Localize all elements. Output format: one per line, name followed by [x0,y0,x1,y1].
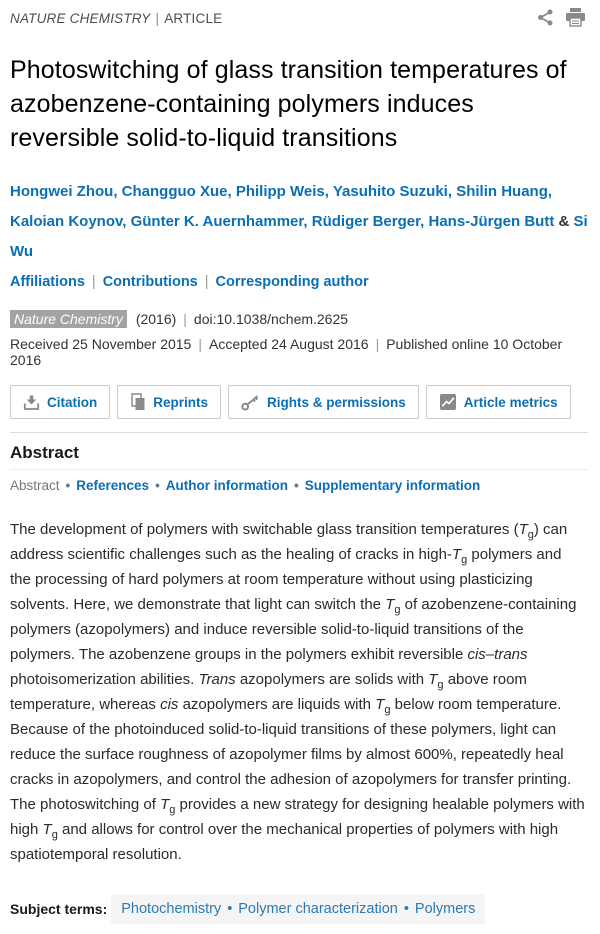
subject-terms [10,894,588,924]
reprints-button[interactable] [117,385,221,419]
author-link[interactable]: Yasuhito Suzuki [332,183,448,200]
separator: • [155,478,160,493]
subject-link-polymers[interactable]: Polymers [414,901,476,917]
separator: | [91,274,96,290]
print-icon[interactable] [565,8,586,27]
subject-link-photochemistry[interactable]: Photochemistry [121,901,222,917]
authors-comma: , [113,183,122,200]
dates-line [10,336,588,368]
references-link[interactable]: References [76,478,150,493]
received-label: Received [10,336,69,352]
rights-permissions-button-label: Rights & permissions [267,394,406,410]
supplementary-information-link[interactable]: Supplementary information [304,478,481,493]
download-icon [23,394,40,411]
separator: • [65,478,71,493]
breadcrumb [10,8,222,26]
key-icon [241,394,260,411]
authors-comma: , [303,213,312,230]
authors-comma: , [547,183,553,200]
journal-highlight: Nature Chemistry [10,310,127,328]
contributions-link[interactable]: Contributions [102,274,198,290]
authors-comma: , [420,213,429,230]
author-link[interactable]: Shilin Huang [456,183,548,200]
corresponding-author-link[interactable]: Corresponding author [215,274,369,290]
journal-name: NATURE CHEMISTRY [10,11,151,26]
separator: | [204,274,209,290]
author-link[interactable]: Philipp Weis [235,183,325,200]
divider-light [10,469,588,470]
authors-comma: , [122,213,131,230]
abstract-nav-current: Abstract [10,478,60,493]
subject-link-polymer-characterization[interactable]: Polymer characterization [238,901,398,917]
header-separator: | [155,11,160,26]
article-metrics-button-label: Article metrics [463,394,558,410]
topbar [10,8,588,27]
author-link[interactable]: Hans-Jürgen Butt [428,213,555,230]
share-icon[interactable] [536,8,555,27]
affiliations-link[interactable]: Affiliations [10,274,85,290]
divider [10,432,588,433]
section-label: ARTICLE [164,11,223,26]
separator: • [294,478,299,493]
abstract-heading: Abstract [10,443,79,462]
separator: | [183,311,187,327]
metrics-icon [439,393,457,411]
citation-year: (2016) [135,311,177,327]
author-link[interactable]: Hongwei Zhou [10,183,114,200]
rights-permissions-button[interactable] [228,385,419,419]
article-metrics-button[interactable] [426,385,571,419]
author-link[interactable]: Günter K. Auernhammer [130,213,304,230]
author-link[interactable]: Si Wu [10,213,588,260]
author-link[interactable]: Kaloian Koynov [10,213,123,230]
citation-button[interactable] [10,385,110,419]
author-links [10,274,588,290]
toolbar [10,385,588,419]
separator: • [403,901,409,917]
author-link[interactable]: Rüdiger Berger [311,213,421,230]
published-date: 10 October 2016 [10,336,563,368]
received-date: 25 November 2015 [72,336,192,352]
reprints-button-label: Reprints [153,394,209,410]
authors-ampersand: & [554,213,574,230]
author-list [10,177,588,267]
separator: | [198,336,202,352]
separator: • [227,901,233,917]
accepted-date: 24 August 2016 [271,336,369,352]
accepted-label: Accepted [208,336,268,352]
separator: | [375,336,380,352]
citation-line [10,311,588,327]
copy-icon [130,393,146,411]
topbar-icons [536,8,588,27]
abstract-nav [10,478,588,493]
article-title: Photoswitching of glass transition temperatures of azobenzene-containing polymers induces reversible solid-to-liquid transitions [10,56,567,152]
authors-comma: , [447,183,457,200]
authors-comma: , [324,183,333,200]
subject-terms-label: Subject terms: [10,901,108,917]
author-link[interactable]: Changguo Xue [121,183,228,200]
abstract-paragraph: The development of polymers with switchable glass transition temperatures $(T_g)$ can address scientific challenges such as the healing of cracks in high-$T_g$ polymers and the processing of hard polymers at room temperature without using plasticizing solvents. Here, we demonstrate that light can switch the $T_g$ of azobenzene-containing polymers (azopolymers) and induce reversible solid-to-liquid transitions of the polymers. The azobenzene groups in the polymers exhibit reversible cis–trans photoisomerization abilities. Trans azopolymers are solids with $T_g$ above room temperature, whereas cis azopolymers are liquids with $T_g$ below room temperature. Because of the photoinduced solid-to-liquid transitions of these polymers, light can reduce the surface roughness of azopolymer films by almost 600%, repeatedly heal cracks in azopolymers, and control the adhesion of azopolymers for transfer printing. The photoswitching of $T_g$ provides a new strategy for designing healable polymers with high $T_g$ and allows for control over the mechanical properties of polymers with high spatiotemporal resolution. [10,521,585,863]
doi-text: doi:10.1038/nchem.2625 [193,311,349,327]
author-information-link[interactable]: Author information [165,478,289,493]
authors-comma: , [227,183,236,200]
subject-terms-box [111,894,485,924]
published-label: Published online [386,336,489,352]
citation-button-label: Citation [47,394,98,410]
